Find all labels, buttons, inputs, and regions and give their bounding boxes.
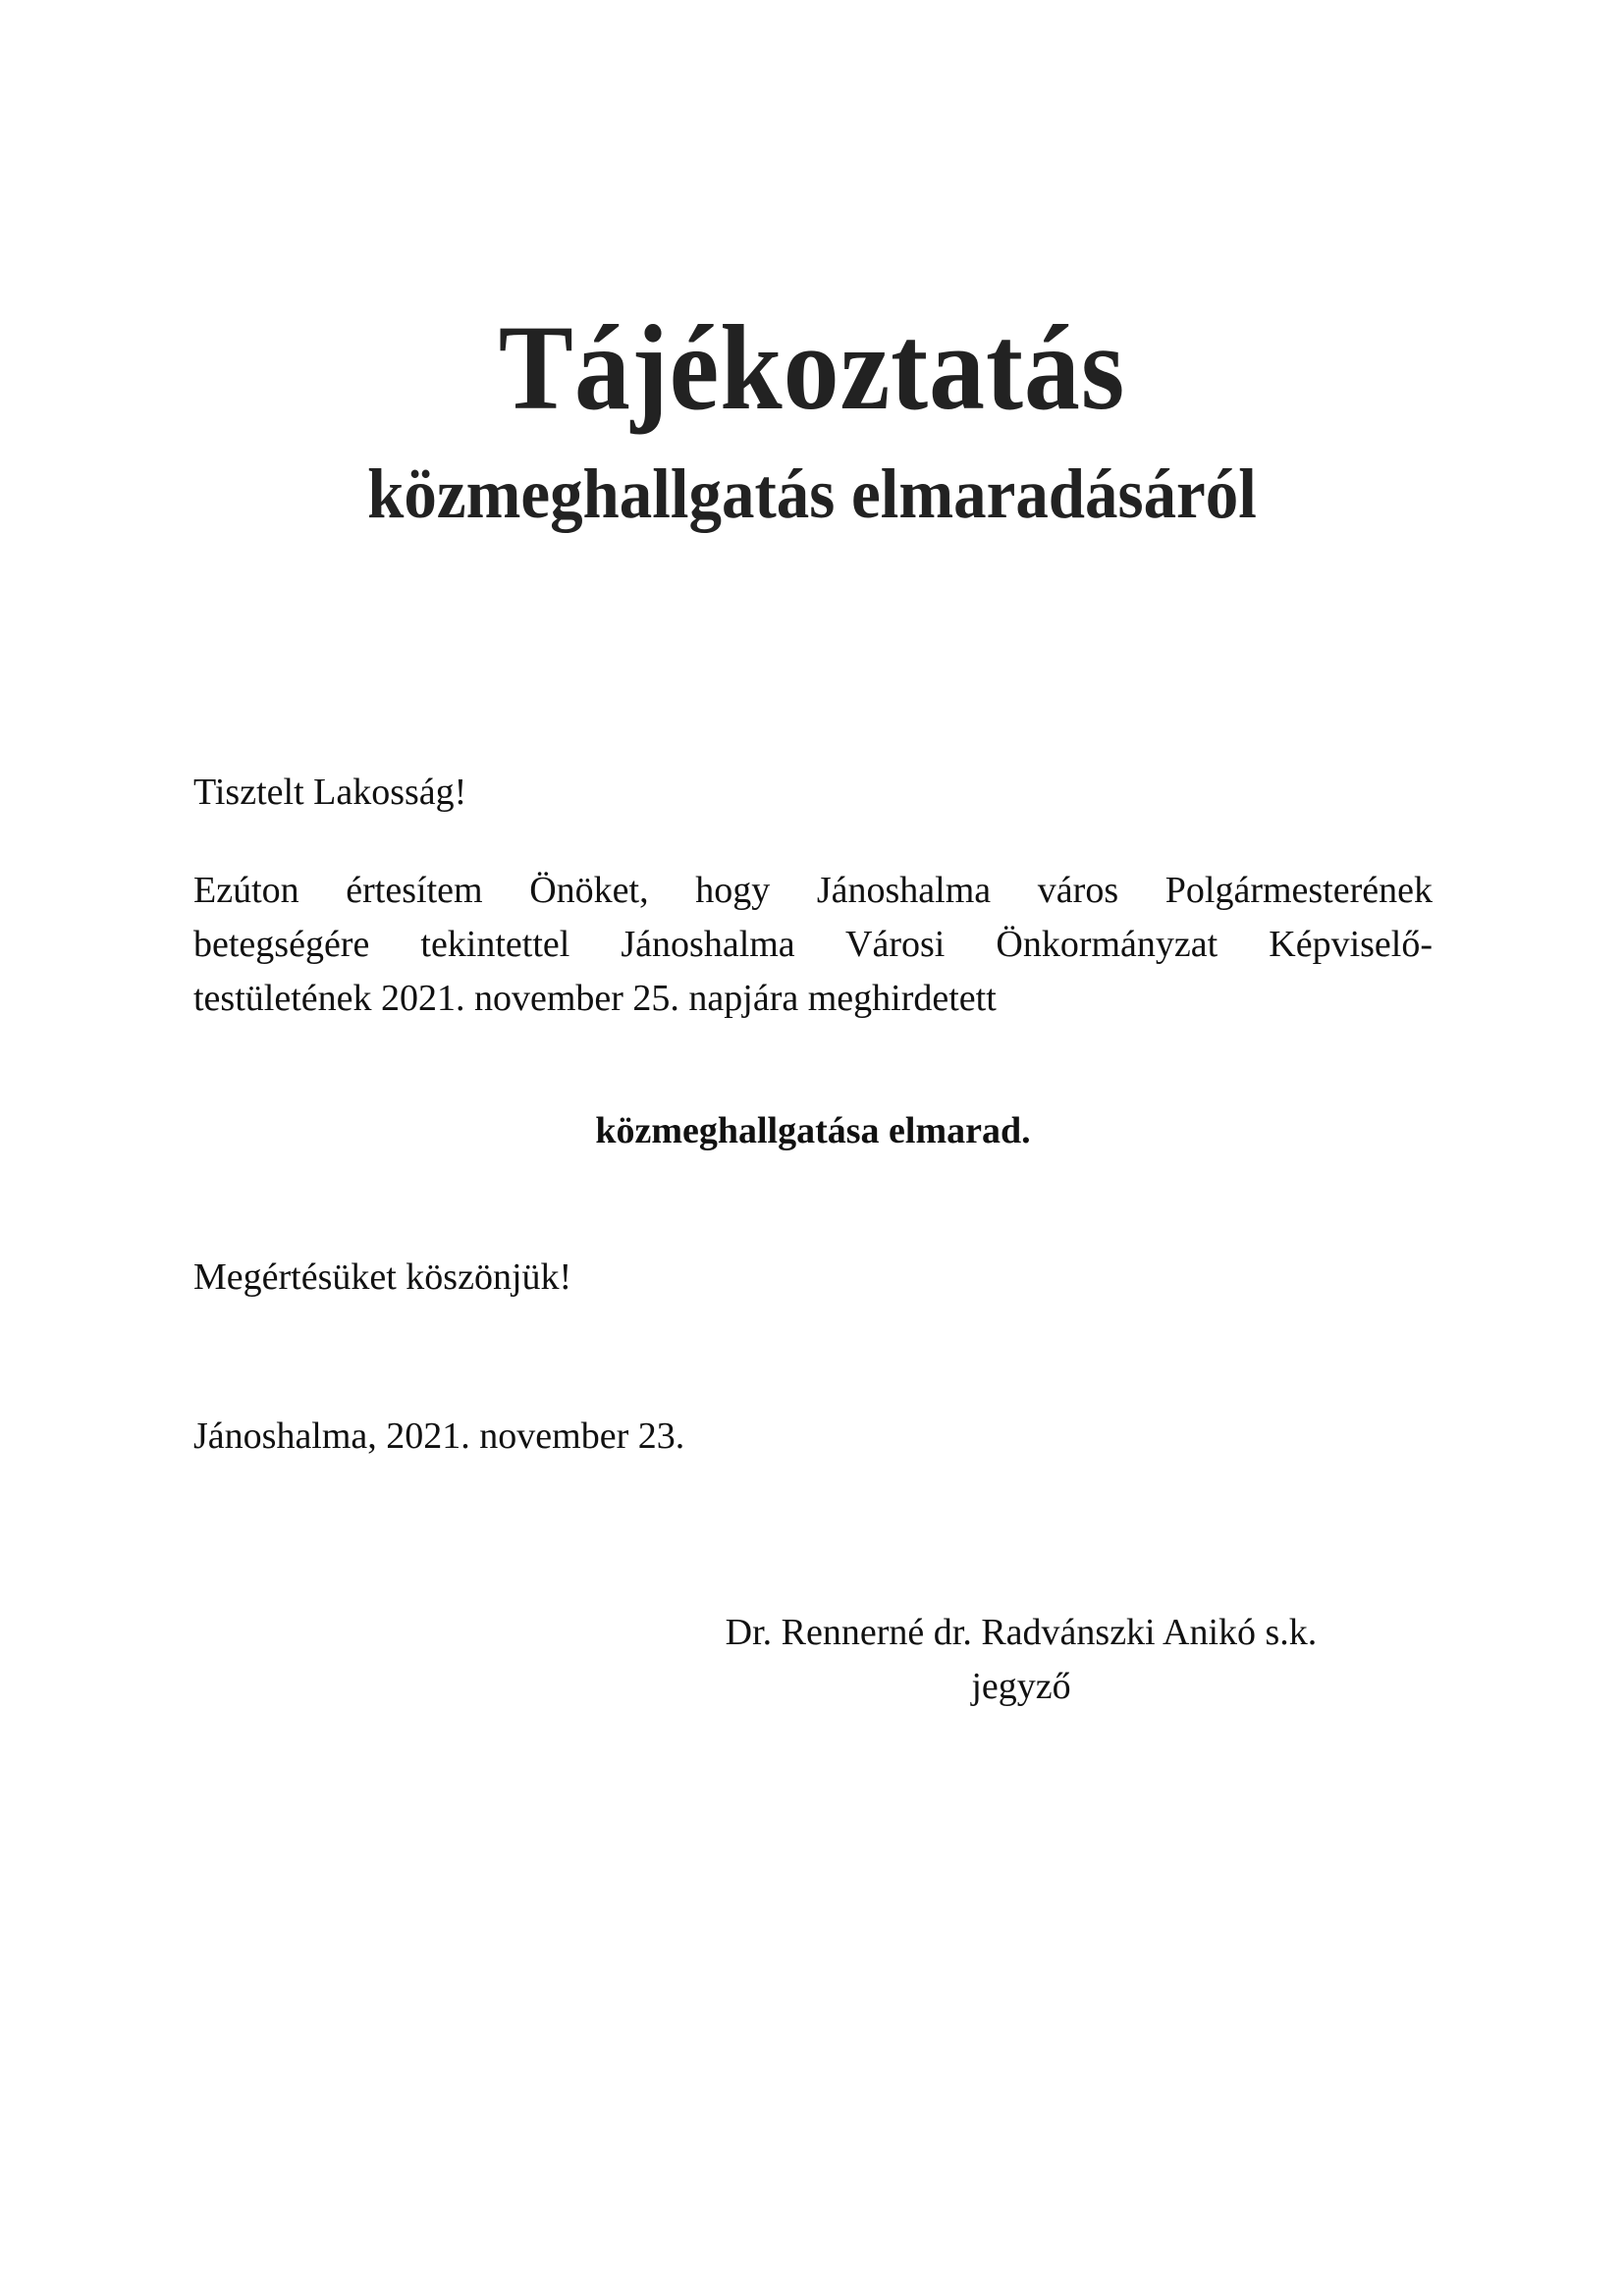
paragraph-line: betegségére tekintettel Jánoshalma Városi Önkormányzat Képviselő- <box>193 924 1433 965</box>
thanks-line: Megértésüket köszönjük! <box>193 1256 572 1298</box>
document-title: Tájékoztatás <box>498 300 1126 436</box>
notice-paragraph <box>193 864 1433 1026</box>
document-subtitle: közmeghallgatás elmaradásáról <box>367 454 1257 533</box>
signatory-role: jegyző <box>971 1666 1071 1707</box>
paragraph-line: testületének 2021. november 25. napjára meghirdetett <box>193 978 997 1019</box>
cancellation-statement: közmeghallgatása elmarad. <box>595 1110 1031 1151</box>
greeting: Tisztelt Lakosság! <box>193 772 467 813</box>
paragraph-line: Ezúton értesítem Önöket, hogy Jánoshalma város Polgármesterének <box>193 870 1433 911</box>
signatory-name: Dr. Rennerné dr. Radvánszki Anikó s.k. <box>725 1612 1318 1653</box>
signature-block <box>648 1606 1394 1714</box>
place-and-date: Jánoshalma, 2021. november 23. <box>193 1415 685 1457</box>
